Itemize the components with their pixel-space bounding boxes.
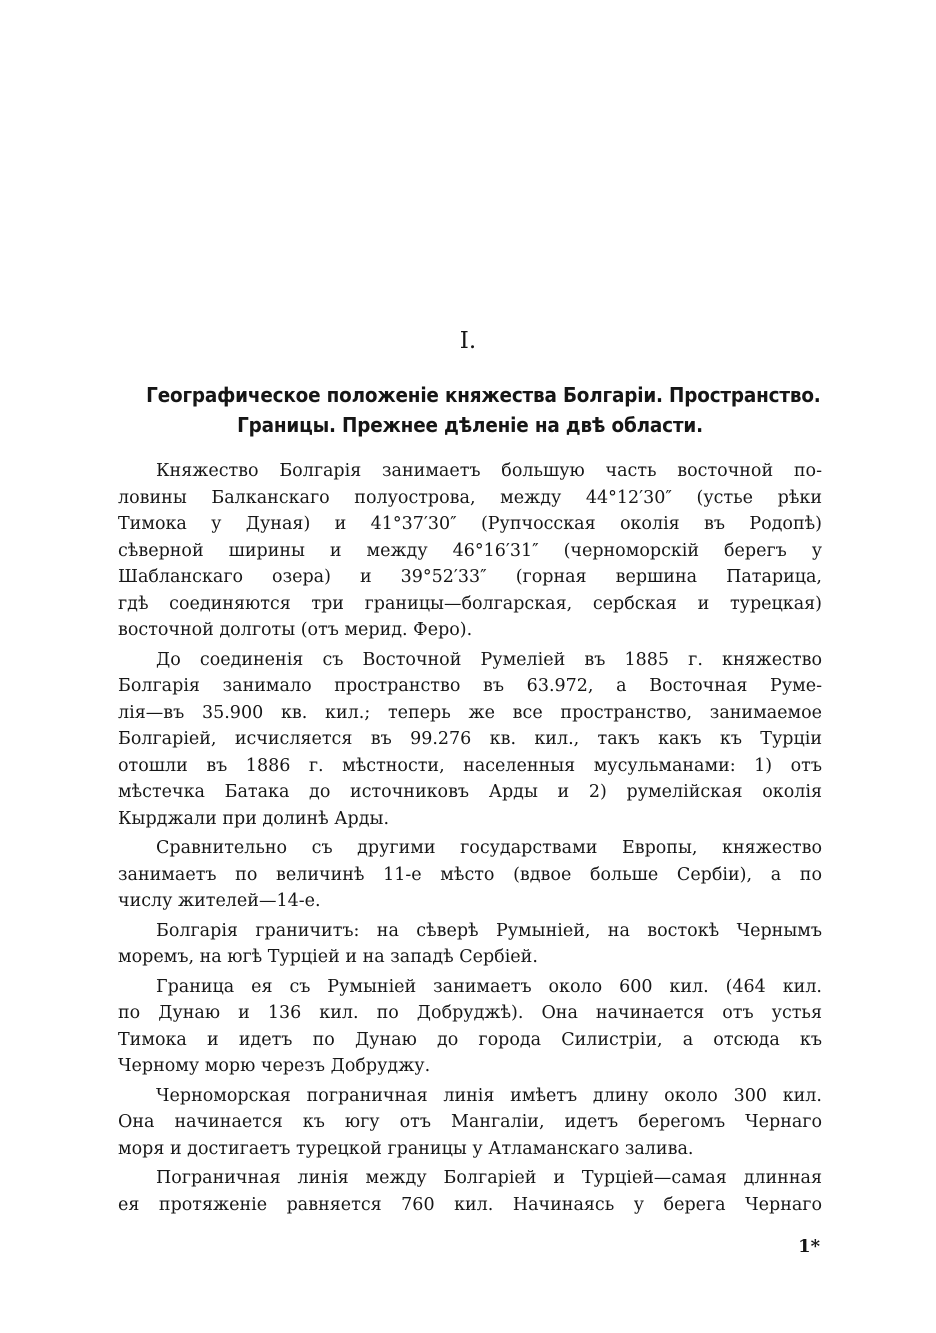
- paragraph-romania-border: [118, 974, 822, 1080]
- chapter-number: I.: [459, 328, 477, 354]
- text-line: Княжество Болгарія занимаетъ большую часть восточной по-: [156, 461, 822, 481]
- text-line: Сравнительно съ другими государствами Европы, княжество: [156, 838, 822, 858]
- heading-line: Границы. Прежнее дѣленіе на двѣ области.: [237, 413, 703, 437]
- text-line: Болгарія граничитъ: на сѣверѣ Румыніей, на востокѣ Чернымъ: [156, 920, 822, 941]
- text-line: сѣверной ширины и между 46°16′31″ (черноморскій берегъ у: [118, 540, 822, 561]
- paragraph-coordinates: [118, 458, 822, 644]
- text-line: До соединенія съ Восточной Румеліей въ 1885 г. княжество: [156, 649, 822, 670]
- text-line: ея протяженіе равняется 760 кил. Начинаясь у берега Чернаго: [118, 1194, 822, 1215]
- heading-line: Географическое положеніе княжества Болгаріи. Пространство.: [146, 383, 821, 407]
- text-line: Граница ея съ Румыніей занимаетъ около 600 кил. (464 кил.: [156, 976, 822, 997]
- text-line: занимаетъ по величинѣ 11-е мѣсто (вдвое больше Сербіи), а по: [118, 864, 822, 885]
- text-line: по Дунаю и 136 кил. по Добруджѣ). Она начинается отъ устья: [118, 1003, 822, 1023]
- text-line: лія—въ 35.900 кв. кил.; теперь же все пространство, занимаемое: [118, 702, 822, 723]
- text-line: Тимока и идетъ по Дунаю до города Силистріи, а отсюда къ: [118, 1029, 822, 1050]
- paragraph-comparison: [118, 835, 822, 915]
- text-line: Болгаріей, исчисляется въ 99.276 кв. кил., такъ какъ къ Турціи: [118, 729, 822, 749]
- text-line: восточной долготы (отъ мерид. Феро).: [118, 620, 473, 640]
- text-line: Пограничная линія между Болгаріей и Турціей—самая длинная: [156, 1168, 822, 1188]
- text-line: ловины Балканскаго полуострова, между 44°12′30″ (устье рѣки: [118, 487, 822, 508]
- paragraph-turkey-border: [118, 1165, 822, 1218]
- text-line: Кырджали при долинѣ Арды.: [118, 808, 390, 829]
- signature-mark: 1*: [798, 1236, 820, 1257]
- text-line: Болгарія занимало пространство въ 63.972, а Восточная Руме-: [118, 676, 822, 696]
- text-line: числу жителей—14-е.: [118, 891, 321, 911]
- paragraph-black-sea-border: [118, 1083, 822, 1163]
- text-line: Она начинается къ югу отъ Мангаліи, идетъ берегомъ Чернаго: [118, 1112, 822, 1132]
- text-line: отошли въ 1886 г. мѣстности, населенныя мусульманами: 1) отъ: [118, 755, 822, 776]
- text-line: Черноморская пограничная линія имѣетъ длину около 300 кил.: [156, 1085, 822, 1106]
- text-line: моря и достигаетъ турецкой границы у Атламанскаго залива.: [118, 1138, 694, 1159]
- paragraph-borders: [118, 918, 822, 971]
- text-line: гдѣ соединяются три границы—болгарская, сербская и турецкая): [118, 593, 822, 614]
- text-line: Шабланскаго озера) и 39°52′33″ (горная вершина Патарица,: [118, 567, 822, 587]
- text-line: Тимока у Дуная) и 41°37′30″ (Рупчосская околія въ Родопѣ): [118, 514, 822, 534]
- chapter-heading: [146, 380, 821, 440]
- paragraph-area: [118, 647, 822, 833]
- text-line: Черному морю черезъ Добруджу.: [118, 1056, 431, 1076]
- body-text: [118, 458, 822, 1221]
- text-line: мѣстечка Батака до источниковъ Арды и 2) румелійская околія: [118, 782, 822, 802]
- text-line: моремъ, на югѣ Турціей и на западѣ Сербіей.: [118, 947, 538, 967]
